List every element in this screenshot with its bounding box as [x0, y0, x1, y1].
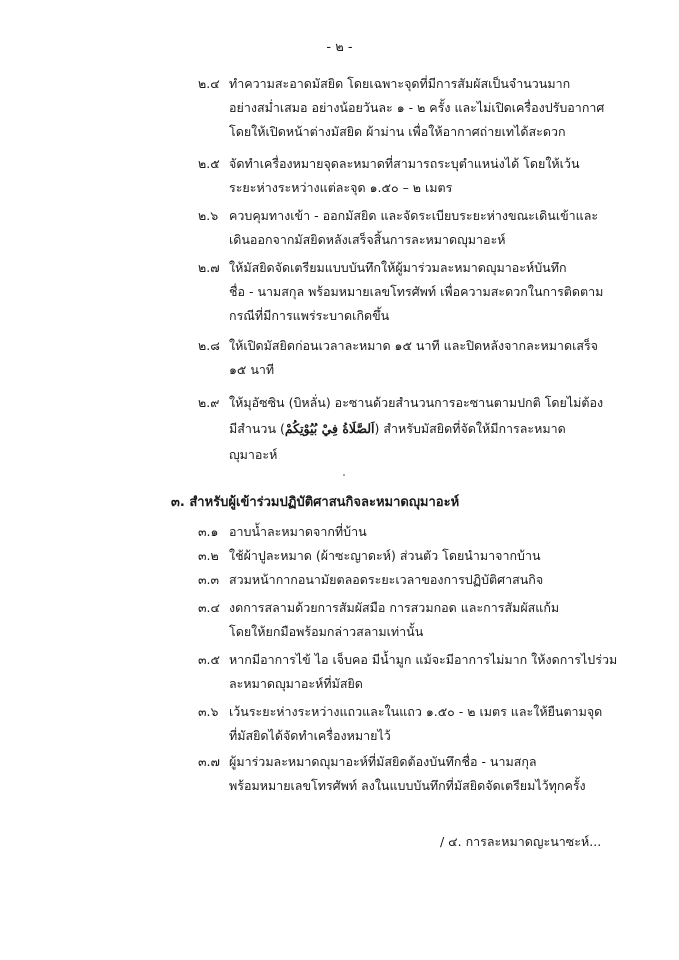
item-line: เว้นระยะห่างระหว่างแถวและในแถว ๑.๕๐ - ๒ เมตร และให้ยืนตามจุด: [229, 704, 603, 719]
item-number: ๓.๔: [198, 600, 220, 615]
list-item-3-6: [198, 700, 619, 748]
item-number: ๓.๖: [198, 704, 219, 719]
list-item-3-2: [198, 544, 619, 568]
item-number: ๓.๕: [198, 652, 220, 667]
list-item-2-5: [198, 152, 619, 200]
item-line: อย่างสม่ำเสมอ อย่างน้อยวันละ ๑ - ๒ ครั้ง และไม่เปิดเครื่องปรับอากาศ: [229, 100, 605, 115]
item-line: ระยะห่างระหว่างแต่ละจุด ๑.๕๐ – ๒ เมตร: [229, 180, 453, 195]
item-line: ทำความสะอาดมัสยิด โดยเฉพาะจุดที่มีการสัมผัสเป็นจำนวนมาก: [229, 76, 571, 91]
page-number: - ๒ -: [326, 40, 353, 55]
item-number: ๒.๕: [198, 156, 220, 171]
item-number: ๒.๖: [198, 208, 219, 223]
list-item-2-7: [198, 256, 619, 328]
stray-mark: [343, 474, 345, 476]
item-line: ให้มุอัซซิน (บิหลั่น) อะซานด้วยสำนวนการอะซานตามปกติ โดยไม่ต้อง: [229, 395, 604, 410]
item-line: สวมหน้ากากอนามัยตลอดระยะเวลาของการปฏิบัติศาสนกิจ: [229, 572, 544, 587]
item-line: ให้เปิดมัสยิดก่อนเวลาละหมาด ๑๕ นาที และปิดหลังจากละหมาดเสร็จ: [229, 338, 599, 353]
item-number: ๒.๙: [198, 395, 220, 410]
item-line: ใช้ผ้าปูละหมาด (ผ้าซะญาดะห์) ส่วนตัว โดยนำมาจากบ้าน: [229, 548, 541, 563]
item-number: ๓.๓: [198, 572, 220, 587]
item-line: ชื่อ - นามสกุล พร้อมหมายเลขโทรศัพท์ เพื่อความสะดวกในการติดตาม: [229, 284, 604, 299]
list-item-2-6: [198, 204, 619, 252]
list-item-2-8: [198, 334, 619, 382]
item-line: กรณีที่มีการแพร่ระบาดเกิดขึ้น: [229, 308, 390, 323]
list-item-3-4: [198, 596, 619, 644]
item-text: มีสำนวน (: [229, 421, 285, 436]
item-line: หากมีอาการไข้ ไอ เจ็บคอ มีน้ำมูก แม้จะมีอาการไม่มาก ให้งดการไปร่วม: [229, 652, 618, 667]
list-item-2-9: [198, 390, 619, 468]
list-item-3-5: [198, 648, 619, 696]
section-heading: ๓. สำหรับผู้เข้าร่วมปฏิบัติศาสนกิจละหมาดญุมาอะห์: [171, 495, 460, 510]
item-line: พร้อมหมายเลขโทรศัพท์ ลงในแบบบันทึกที่มัสยิดจัดเตรียมไว้ทุกครั้ง: [229, 778, 586, 793]
item-line: ละหมาดญุมาอะห์ที่มัสยิด: [229, 676, 363, 691]
item-line: จัดทำเครื่องหมายจุดละหมาดที่สามารถระบุตำแหน่งได้ โดยให้เว้น: [229, 156, 580, 171]
list-item-3-1: [198, 520, 619, 544]
item-line: โดยให้เปิดหน้าต่างมัสยิด ผ้าม่าน เพื่อให้อากาศถ่ายเทได้สะดวก: [229, 124, 566, 139]
item-line: โดยให้ยกมือพร้อมกล่าวสลามเท่านั้น: [229, 624, 424, 639]
item-number: ๓.๒: [198, 548, 219, 563]
item-line: ญุมาอะห์: [229, 447, 278, 462]
item-line: เดินออกจากมัสยิดหลังเสร็จสิ้นการละหมาดญุมาอะห์: [229, 232, 506, 247]
item-line: อาบน้ำละหมาดจากที่บ้าน: [229, 524, 367, 539]
item-number: ๒.๗: [198, 260, 220, 275]
item-number: ๓.๗: [198, 754, 220, 769]
item-number: ๒.๔: [198, 76, 220, 91]
item-number: ๒.๘: [198, 338, 220, 353]
item-line: ที่มัสยิดได้จัดทำเครื่องหมายไว้: [229, 728, 391, 743]
item-line: ควบคุมทางเข้า - ออกมัสยิด และจัดระเบียบระยะห่างขณะเดินเข้าและ: [229, 208, 599, 223]
list-item-3-7: [198, 750, 619, 798]
item-line: ให้มัสยิดจัดเตรียมแบบบันทึกให้ผู้มาร่วมละหมาดญุมาอะห์บันทึก: [229, 260, 567, 275]
item-line: งดการสลามด้วยการสัมผัสมือ การสวมกอด และการสัมผัสแก้ม: [229, 600, 560, 615]
list-item-2-4: [198, 72, 619, 144]
continuation-footer: / ๔. การละหมาดญะนาซะห์...: [440, 834, 602, 849]
item-line: ๑๕ นาที: [229, 362, 275, 377]
item-line: ผู้มาร่วมละหมาดญุมาอะห์ที่มัสยิดต้องบันทึกชื่อ - นามสกุล: [229, 754, 537, 769]
list-item-3-3: [198, 568, 619, 592]
item-text: ) สำหรับมัสยิดที่จัดให้มีการละหมาด: [374, 421, 566, 436]
item-number: ๓.๑: [198, 524, 219, 539]
item-line-with-arabic: [229, 416, 619, 442]
arabic-phrase: اَلصَّلَاةُ فِيْ بُيُوْتِكُمْ: [284, 421, 375, 436]
